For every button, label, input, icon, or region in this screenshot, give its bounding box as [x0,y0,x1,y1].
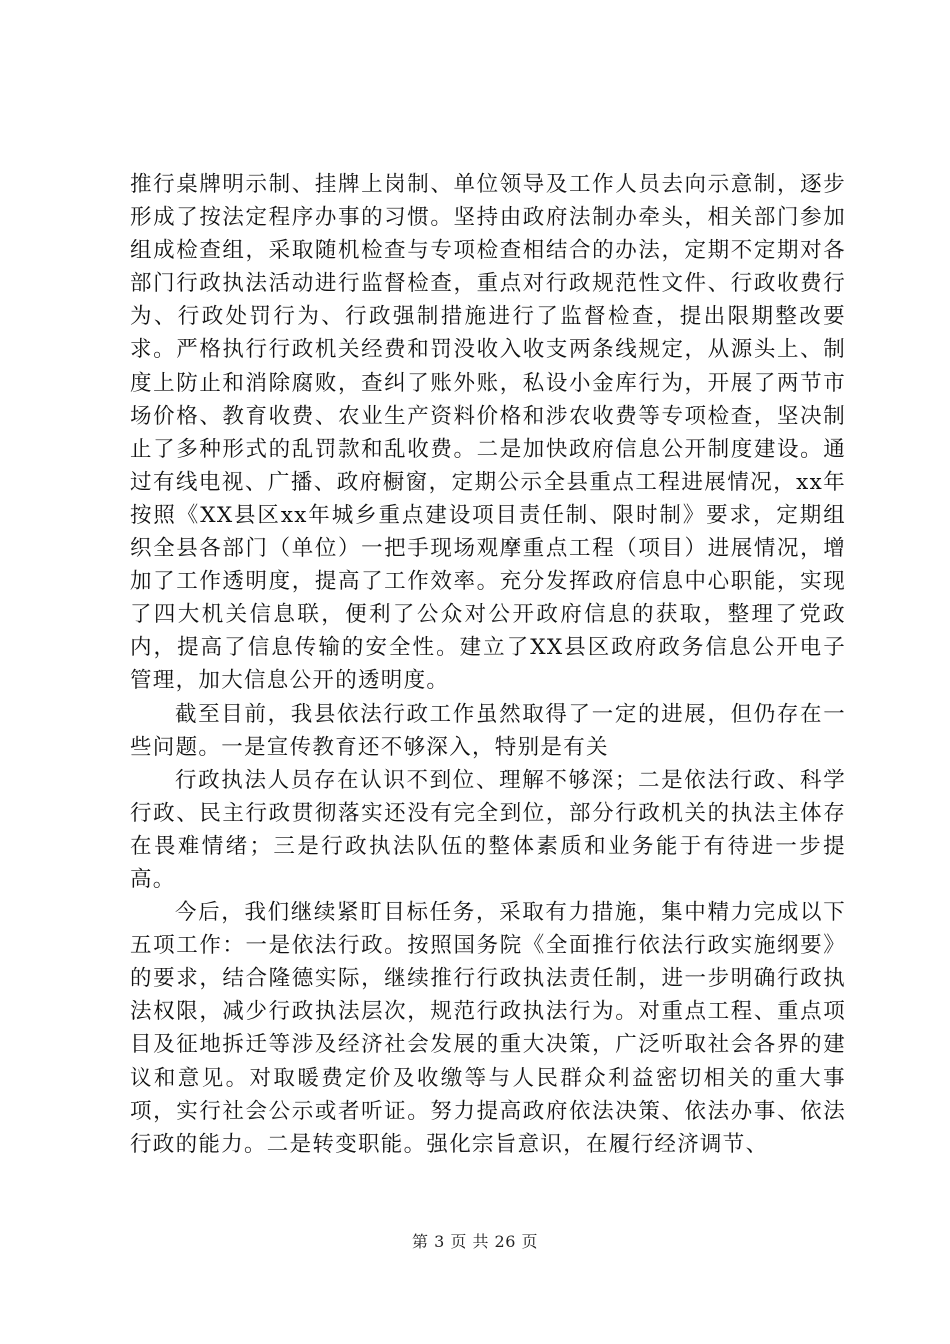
paragraph-3: 行政执法人员存在认识不到位、理解不够深；二是依法行政、科学行政、民主行政贯彻落实还没有完全到位，部分行政机关的执法主体存在畏难情绪；三是行政执法队伍的整体素质和业务能于有待进一步提高。 [130,767,846,892]
document-body [130,168,846,1161]
paragraph-4: 今后，我们继续紧盯目标任务，采取有力措施，集中精力完成以下五项工作：一是依法行政。按照国务院《全面推行依法行政实施纲要》的要求，结合隆德实际，继续推行行政执法责任制，进一步明确行政执法权限，减少行政执法层次，规范行政执法行为。对重点工程、重点项目及征地拆迁等涉及经济社会发展的重大决策，广泛听取社会各界的建议和意见。对取暖费定价及收缴等与人民群众利益密切相关的重大事项，实行社会公示或者听证。努力提高政府依法决策、依法办事、依法行政的能力。二是转变职能。强化宗旨意识，在履行经济调节、 [130,900,846,1157]
page-number-footer: 第 3 页 共 26 页 [412,1232,538,1251]
paragraph-2: 截至目前，我县依法行政工作虽然取得了一定的进展，但仍存在一些问题。一是宣传教育还不够深入，特别是有关 [130,701,846,760]
paragraph-1: 推行桌牌明示制、挂牌上岗制、单位领导及工作人员去向示意制，逐步形成了按法定程序办事的习惯。坚持由政府法制办牵头，相关部门参加组成检查组，采取随机检查与专项检查相结合的办法，定期不定期对各部门行政执法活动进行监督检查，重点对行政规范性文件、行政收费行为、行政处罚行为、行政强制措施进行了监督检查，提出限期整改要求。严格执行行政机关经费和罚没收入收支两条线规定，从源头上、制度上防止和消除腐败，查纠了账外账，私设小金库行为，开展了两节市场价格、教育收费、农业生产资料价格和涉农收费等专项检查，坚决制止了多种形式的乱罚款和乱收费。二是加快政府信息公开制度建设。通过有线电视、广播、政府橱窗，定期公示全县重点工程进展情况，xx年按照《XX县区xx年城乡重点建设项目责任制、限时制》要求，定期组织全县各部门（单位）一把手现场观摩重点工程（项目）进展情况，增加了工作透明度，提高了工作效率。充分发挥政府信息中心职能，实现了四大机关信息联，便利了公众对公开政府信息的获取，整理了党政内，提高了信息传输的安全性。建立了XX县区政府政务信息公开电子管理，加大信息公开的透明度。 [130,172,846,694]
